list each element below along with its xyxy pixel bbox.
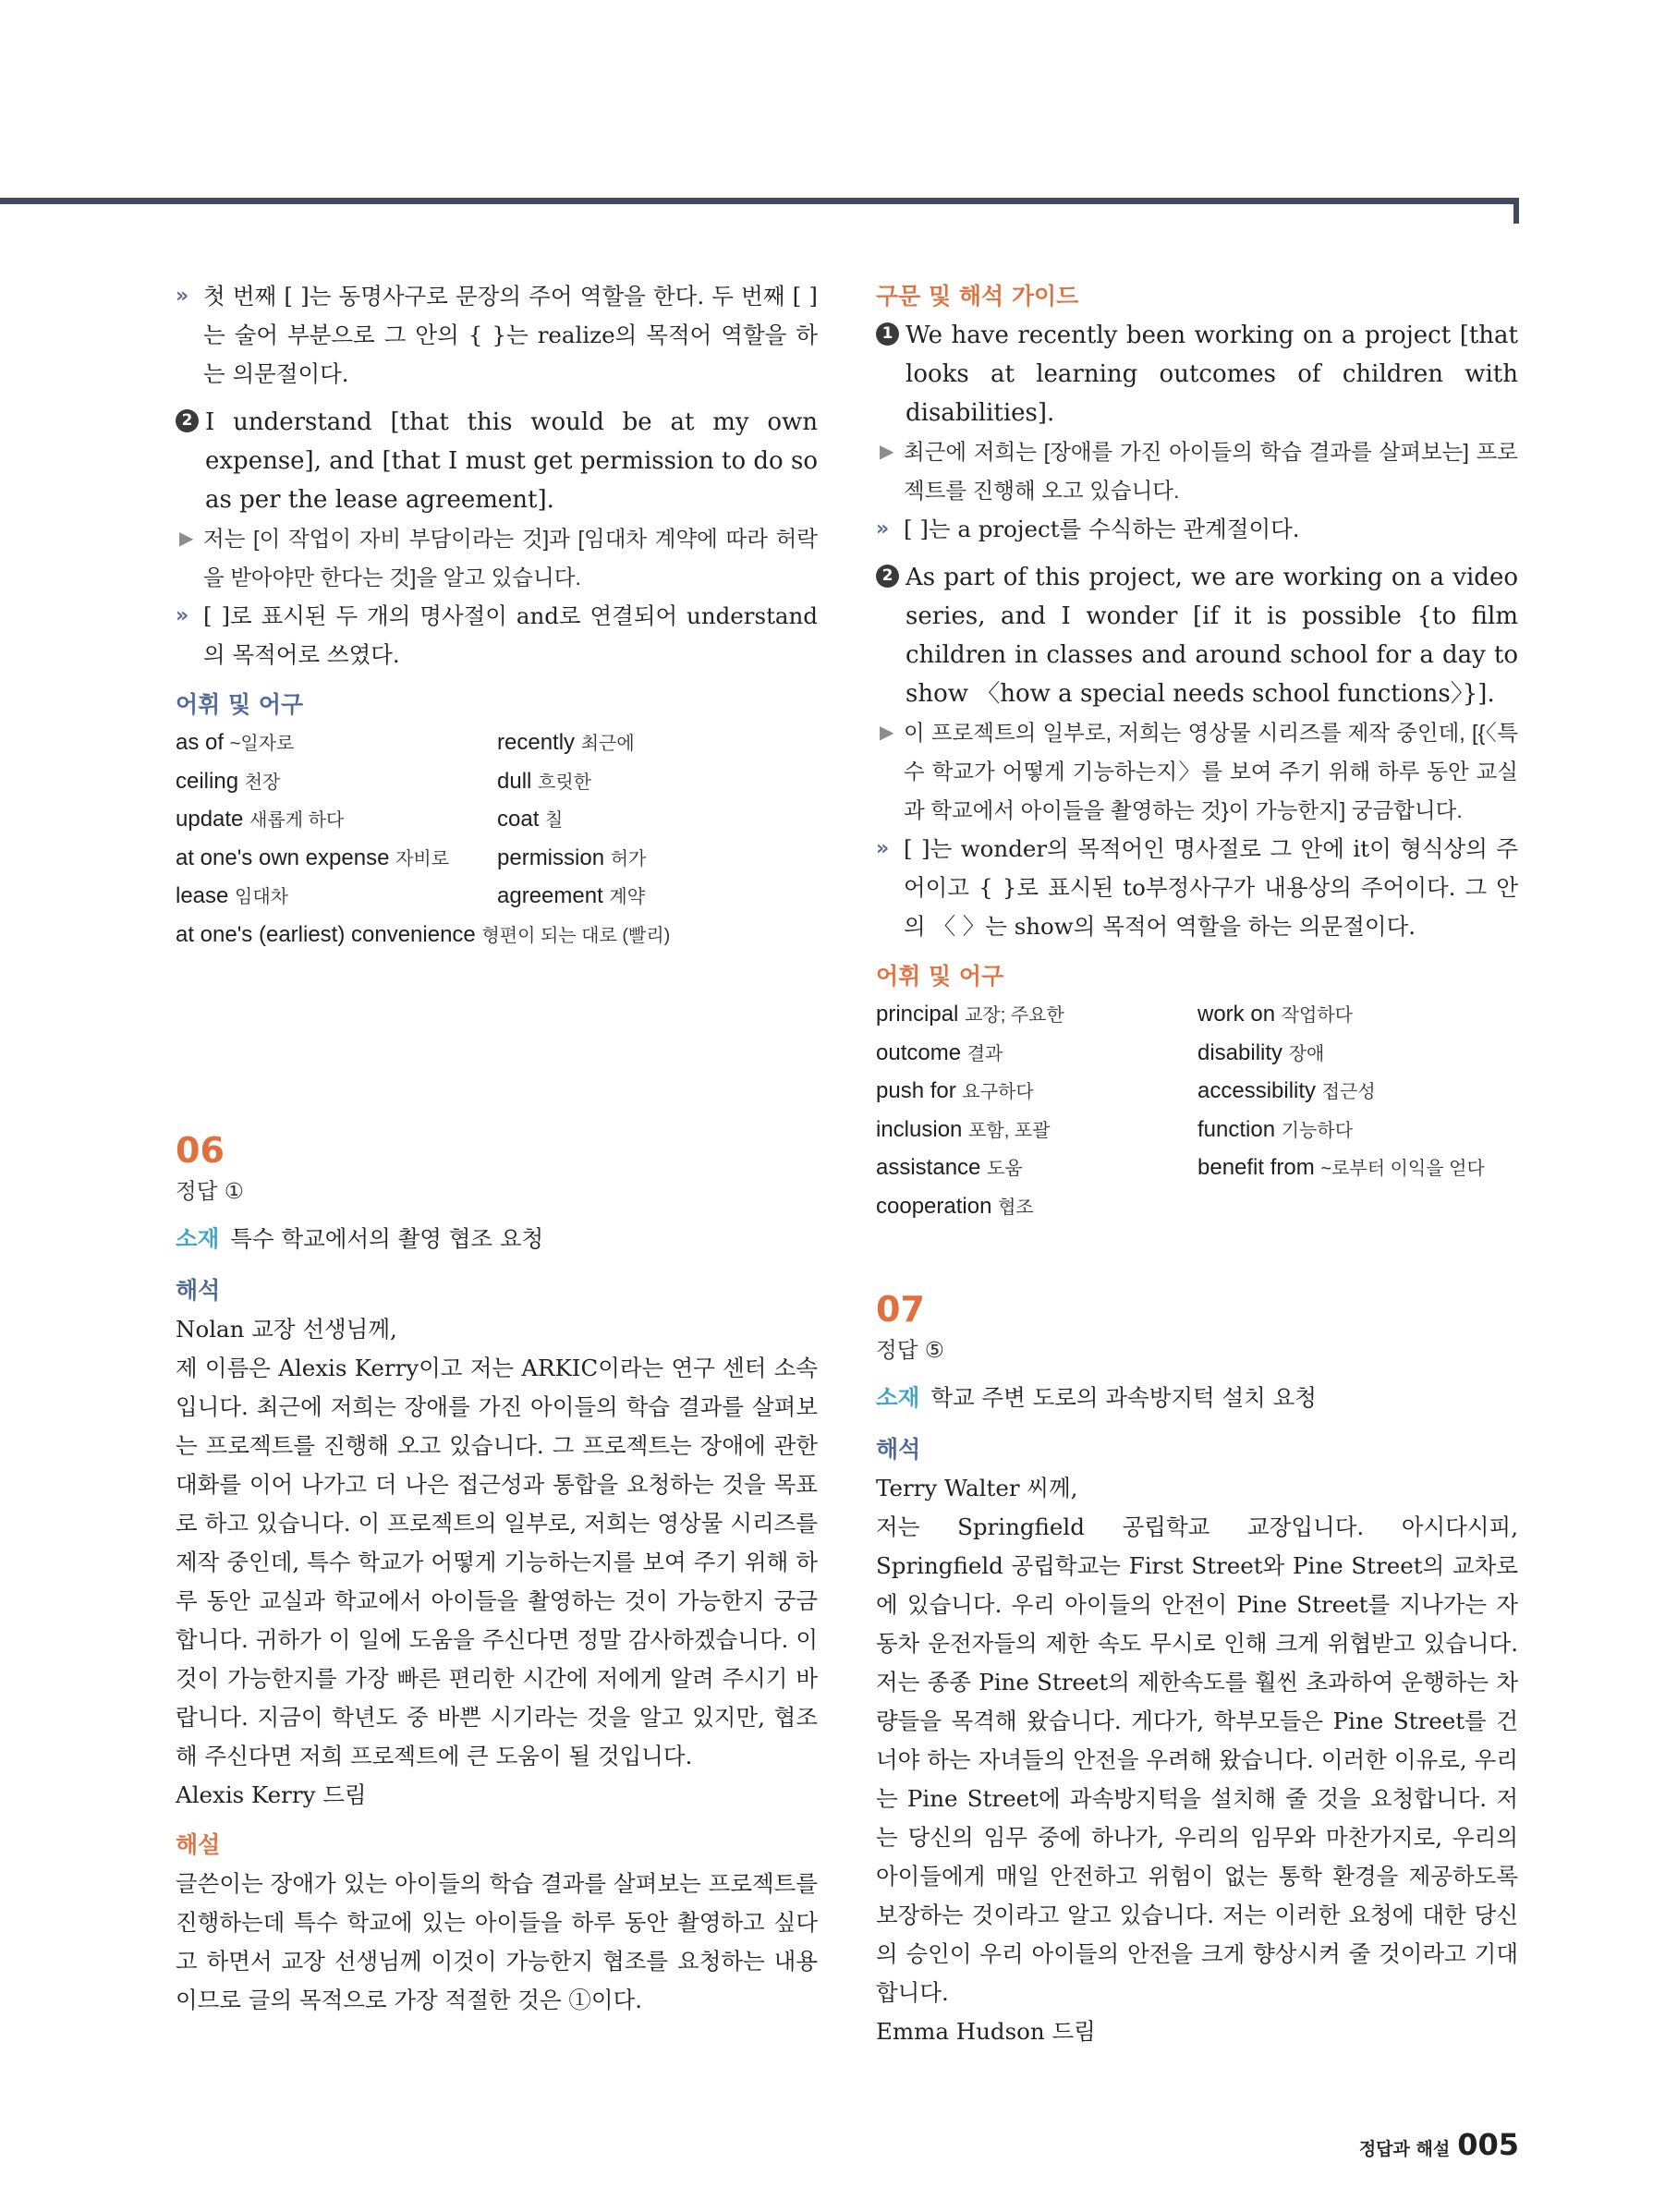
note-text: [ ]로 표시된 두 개의 명사절이 and로 연결되어 understand의 목적어로 쓰였다. xyxy=(203,602,818,668)
vocab-item: agreement 계약 xyxy=(497,883,646,908)
greeting: Nolan 교장 선생님께, xyxy=(176,1316,397,1343)
translation-body: 제 이름은 Alexis Kerry이고 저는 ARKIC이라는 연구 센터 소속입니다. 최근에 저희는 장애를 가진 아이들의 학습 결과를 살펴보는 프로젝트를 진행해 오고 있습니다. 그 프로젝트는 장애에 관한 대화를 이어 나가고 더 나은 접근성과 통합을 요청하는 것을 목표로 하고 있습니다. 이 프로젝트의 일부로, 저희는 영상물 시리즈를 제작 중인데, 특수 학교가 어떻게 기능하는지를 보여 주기 위해 하루 동안 교실과 학교에서 아이들을 촬영하는 것이 가능한지 궁금합니다. 귀하가 이 일에 도움을 주신다면 정말 감사하겠습니다. 이것이 가능한지를 가장 빠른 편리한 시간에 저에게 알려 주시기 바랍니다. 지금이 학년도 중 바쁜 시기라는 것을 알고 있지만, 협조해 주신다면 저희 프로젝트에 큰 도움이 될 것입니다. xyxy=(176,1355,818,1769)
topic-tag: 소재 xyxy=(876,1384,920,1411)
translation-body: 저는 Springfield 공립학교 교장입니다. 아시다시피, Springfield 공립학교는 First Street와 Pine Street의 교차로에 있습니다. 우리 아이들의 안전이 Pine Street를 지나가는 자동차 운전자들의 제한 속도 무시로 인해 크게 위협받고 있습니다. 저는 종종 Pine Street의 제한속도를 훨씬 초과하여 운행하는 차량들을 목격해 왔습니다. 게다가, 학부모들은 Pine Street를 건너야 하는 자녀들의 안전을 우려해 왔습니다. 이러한 이유로, 우리는 Pine Street에 과속방지턱을 설치해 줄 것을 요청합니다. 저는 당신의 임무 중에 하나가, 우리의 임무와 마찬가지로, 우리의 아이들에게 매일 안전하고 위험이 없는 통학 환경을 제공하도록 보장하는 것이라고 알고 있습니다. 저는 이러한 요청에 대한 당신의 승인이 우리 아이들의 안전을 크게 향상시켜 줄 것이라고 기대합니다. xyxy=(876,1513,1518,2006)
question-06 xyxy=(176,1129,818,2020)
vocab-item: push for 요구하다 xyxy=(876,1078,1034,1103)
sentence-2 xyxy=(876,558,1518,713)
note-block xyxy=(176,277,818,394)
note-text: [ ]는 a project를 수식하는 관계절이다. xyxy=(904,516,1300,542)
greeting: Terry Walter 씨께, xyxy=(876,1475,1078,1501)
explanation-body: 글쓴이는 장애가 있는 아이들의 학습 결과를 살펴보는 프로젝트를 진행하는데 특수 학교에 있는 아이들을 하루 동안 촬영하고 싶다고 하면서 교장 선생님께 이것이 가능한지 협조를 요청하는 내용이므로 글의 목적으로 가장 적절한 것은 ①이다. xyxy=(176,1870,818,2013)
vocab-item: update 새롭게 하다 xyxy=(176,807,345,832)
right-column xyxy=(876,277,1518,1226)
vocab-item: disability 장애 xyxy=(1197,1039,1325,1065)
vocab-item: outcome 결과 xyxy=(876,1039,1003,1065)
sentence-text: As part of this project, we are working on a video series, and I wonder [if it is possible {to film children in classes and around school for a day to show 〈how a special needs school functions〉}]. xyxy=(906,564,1518,708)
sentence-2 xyxy=(176,403,818,519)
sentence-text: I understand [that this would be at my own expense], and [that I must get permission to do so as per the lease agreement]. xyxy=(205,408,818,514)
note-block xyxy=(876,830,1518,946)
triangle-icon: ▶ xyxy=(179,529,194,549)
header-bar xyxy=(0,198,1518,204)
topic-line xyxy=(876,1379,1518,1417)
page-number: 005 xyxy=(1457,2127,1519,2162)
vocab-item: work on 작업하다 xyxy=(1197,1002,1353,1027)
left-column xyxy=(176,277,818,954)
vocab-item: accessibility 접근성 xyxy=(1197,1078,1376,1103)
number-1-icon: 1 xyxy=(876,322,899,346)
guide-title: 구문 및 해석 가이드 xyxy=(876,283,1079,310)
topic-text: 학교 주변 도로의 과속방지턱 설치 요청 xyxy=(930,1384,1317,1411)
topic-tag: 소재 xyxy=(176,1225,220,1252)
question-number: 07 xyxy=(876,1289,925,1330)
header-bar-tick xyxy=(1513,198,1519,224)
translation-text: 저는 [이 작업이 자비 부담이라는 것]과 [임대차 계약에 따라 허락을 받아야만 한다는 것]을 알고 있습니다. xyxy=(203,527,818,589)
vocab-item: at one's own expense 자비로 xyxy=(176,845,450,870)
vocab-item: dull 흐릿한 xyxy=(497,768,591,794)
translation xyxy=(876,432,1518,510)
vocab-item: as of ~일자로 xyxy=(176,730,295,755)
vocab-item: function 기능하다 xyxy=(1197,1116,1354,1142)
topic-text: 특수 학교에서의 촬영 협조 요청 xyxy=(230,1225,544,1252)
translation-title: 해석 xyxy=(876,1436,921,1463)
note-text: 첫 번째 [ ]는 동명사구로 문장의 주어 역할을 한다. 두 번째 [ ]는 술어 부분으로 그 안의 { }는 realize의 목적어 역할을 하는 의문절이다. xyxy=(203,283,818,387)
vocab-title: 어휘 및 어구 xyxy=(176,691,304,718)
vocab-list xyxy=(876,996,1518,1226)
note-text: [ ]는 wonder의 목적어인 명사절로 그 안에 it이 형식상의 주어이고 { }로 표시된 to부정사구가 내용상의 주어이다. 그 안의 〈 〉는 show의 목적어 역할을 하는 의문절이다. xyxy=(904,835,1518,940)
sentence-text: We have recently been working on a project [that looks at learning outcomes of children with disabilities]. xyxy=(906,322,1518,427)
vocab-item: recently 최근에 xyxy=(497,730,635,755)
number-2-icon: 2 xyxy=(876,565,899,588)
vocab-item: ceiling 천장 xyxy=(176,768,281,794)
double-chevron-icon: » xyxy=(176,604,189,627)
vocab-item: assistance 도움 xyxy=(876,1155,1023,1180)
translation-title: 해석 xyxy=(176,1277,221,1304)
question-07 xyxy=(876,1288,1518,2051)
note-block xyxy=(876,510,1518,549)
vocab-item: at one's (earliest) convenience 형편이 되는 대로 (빨리) xyxy=(176,921,671,947)
vocab-item: coat 칠 xyxy=(497,807,564,832)
translation xyxy=(176,519,818,597)
question-number: 06 xyxy=(176,1130,225,1171)
vocab-item: lease 임대차 xyxy=(176,883,289,908)
signature: Emma Hudson 드림 xyxy=(876,2018,1096,2045)
vocab-item: principal 교장; 주요한 xyxy=(876,1002,1064,1027)
translation xyxy=(876,713,1518,830)
double-chevron-icon: » xyxy=(176,285,189,308)
topic-line xyxy=(176,1220,818,1258)
translation-text: 최근에 저희는 [장애를 가진 아이들의 학습 결과를 살펴보는] 프로젝트를 진행해 오고 있습니다. xyxy=(904,440,1518,503)
note-block xyxy=(176,597,818,675)
page-footer xyxy=(1359,2127,1519,2162)
vocab-title: 어휘 및 어구 xyxy=(876,963,1004,990)
number-2-icon: 2 xyxy=(176,409,199,432)
vocab-item: benefit from ~로부터 이익을 얻다 xyxy=(1197,1155,1485,1180)
vocab-item: cooperation 협조 xyxy=(876,1193,1034,1219)
vocab-list xyxy=(176,724,818,954)
triangle-icon: ▶ xyxy=(880,723,894,743)
explanation-title: 해설 xyxy=(176,1831,221,1858)
double-chevron-icon: » xyxy=(876,517,890,541)
answer-label: 정답 ⑤ xyxy=(876,1337,944,1363)
vocab-item: permission 허가 xyxy=(497,845,647,870)
signature: Alexis Kerry 드림 xyxy=(176,1781,367,1808)
double-chevron-icon: » xyxy=(876,837,890,860)
footer-label: 정답과 해설 xyxy=(1358,2139,1451,2159)
triangle-icon: ▶ xyxy=(880,442,894,462)
translation-text: 이 프로젝트의 일부로, 저희는 영상물 시리즈를 제작 중인데, [{〈특수 학교가 어떻게 기능하는지〉를 보여 주기 위해 하루 동안 교실과 학교에서 아이들을 촬영하는 것}이 가능한지] 궁금합니다. xyxy=(904,721,1518,822)
answer-label: 정답 ① xyxy=(176,1178,244,1204)
sentence-1 xyxy=(876,316,1518,432)
vocab-item: inclusion 포함, 포괄 xyxy=(876,1116,1051,1142)
